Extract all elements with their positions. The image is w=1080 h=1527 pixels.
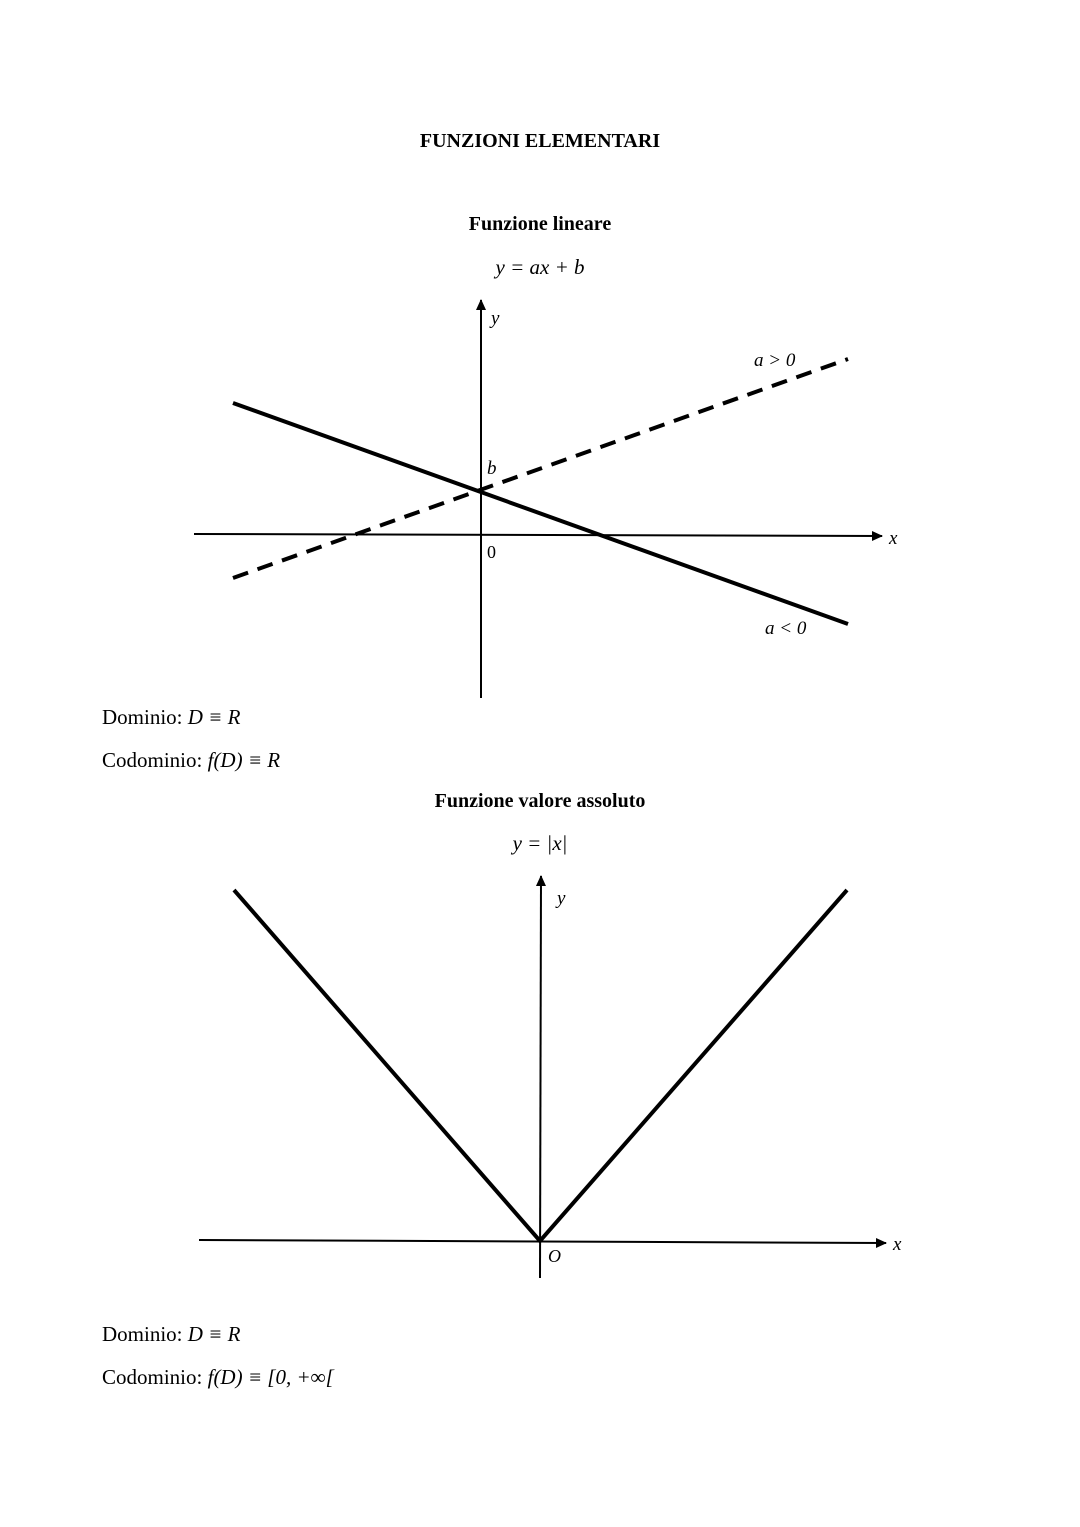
y-axis: [540, 876, 541, 1278]
line-positive-slope: [233, 359, 848, 578]
positive-slope-label: a > 0: [754, 350, 796, 371]
intercept-label: b: [487, 458, 497, 479]
linear-function-heading: Funzione lineare: [468, 213, 612, 235]
domain-value: D ≡ R: [187, 1322, 241, 1346]
absolute-value-heading: Funzione valore assoluto: [434, 790, 646, 812]
linear-codomain: [102, 748, 280, 773]
codomain-label: Codominio:: [102, 1365, 203, 1389]
domain-label: Dominio:: [102, 705, 183, 729]
linear-x-label: x: [889, 528, 898, 549]
domain-value: D ≡ R: [187, 705, 241, 729]
abs-y-label: y: [557, 888, 566, 909]
codomain-value: f(D) ≡ R: [207, 748, 281, 772]
negative-slope-label: a < 0: [765, 618, 807, 639]
abs-domain: [102, 1322, 240, 1347]
abs-origin-label: O: [548, 1246, 561, 1266]
linear-function-formula: y = ax + b: [495, 255, 585, 279]
page-title: FUNZIONI ELEMENTARI: [419, 130, 661, 152]
linear-graph: [194, 300, 898, 698]
line-negative-slope: [233, 403, 848, 624]
linear-origin-label: 0: [487, 542, 496, 562]
codomain-label: Codominio:: [102, 748, 203, 772]
abs-codomain: [102, 1365, 334, 1390]
absolute-value-formula: y = |x|: [512, 831, 568, 855]
codomain-value: f(D) ≡ [0, +∞[: [207, 1365, 334, 1389]
abs-x-label: x: [893, 1234, 902, 1255]
absolute-value-graph: [199, 876, 902, 1278]
domain-label: Dominio:: [102, 1322, 183, 1346]
linear-y-label: y: [491, 308, 500, 329]
linear-domain: [102, 705, 240, 730]
x-axis: [194, 534, 882, 536]
